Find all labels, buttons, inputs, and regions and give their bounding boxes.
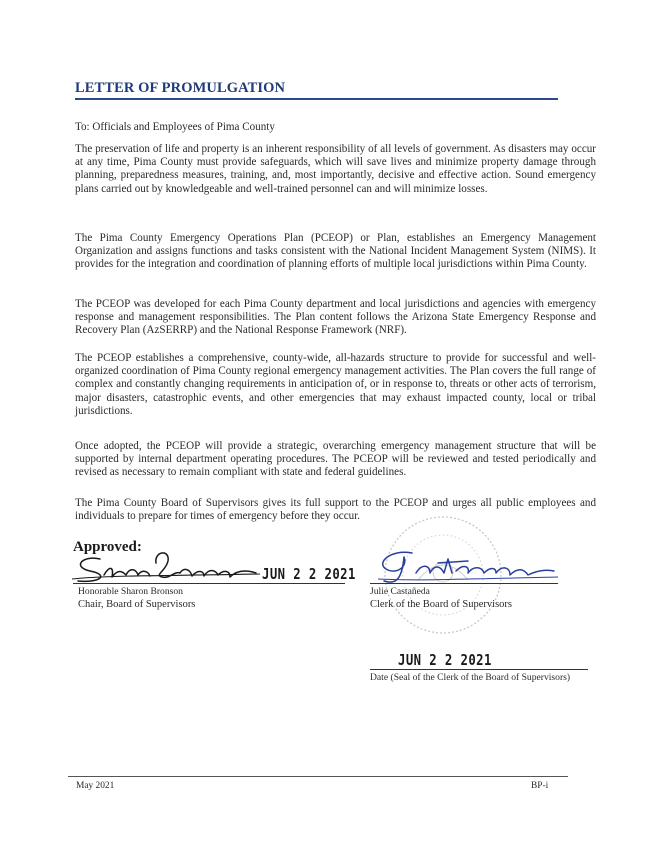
- approved-label: Approved:: [73, 539, 142, 555]
- signer-name-right: Julie Castañeda: [370, 586, 430, 597]
- signer-name-left: Honorable Sharon Bronson: [78, 586, 183, 597]
- seal-date-line: [370, 669, 588, 670]
- signature-line-left: [73, 583, 345, 584]
- signature-julie-castaneda: [372, 545, 562, 587]
- title-underline: [75, 98, 558, 100]
- footer-date: May 2021: [76, 781, 115, 791]
- footer-divider: [68, 776, 568, 777]
- paragraph-6: The Pima County Board of Supervisors gives its full support to the PCEOP and urges all public employees and individuals to prepare for times of emergency before they occur.: [75, 497, 596, 523]
- paragraph-4: The PCEOP establishes a comprehensive, county-wide, all-hazards structure to provide for successful and well-organized coordination of Pima County regional emergency management activities. The Plan covers the full range of complex and constantly changing requirements in anticipation of, or in response to, threats or other acts of terrorism, major disasters, catastrophic events, and other emergencies that may exhaust impacted county, local or tribal jurisdictions.: [75, 352, 596, 417]
- signer-title-right: Clerk of the Board of Supervisors: [370, 599, 513, 610]
- signature-sharon-bronson: [70, 545, 270, 587]
- paragraph-1: The preservation of life and property is an inherent responsibility of all levels of government. As disasters may occur at any time, Pima County must provide safeguards, which will save lives and minimize property damage through planning, preparedness measures, training, and, most importantly, decisive and effective action. Sound emergency plans carried out by knowledgeable and well-trained personnel can and will minimize losses.: [75, 143, 596, 195]
- paragraph-5: Once adopted, the PCEOP will provide a strategic, overarching emergency management structure that will be supported by internal department operating procedures. The PCEOP will be reviewed and tested periodically and revised as necessary to remain compliant with state and federal guidelines.: [75, 440, 596, 479]
- paragraph-2: The Pima County Emergency Operations Plan (PCEOP) or Plan, establishes an Emergency Management Organization and assigns functions and tasks consistent with the National Incident Management System (NIMS). It provides for the integration and coordination of planning efforts of multiple local jurisdictions within Pima County.: [75, 232, 596, 271]
- seal-date-stamp: JUN 2 2 2021: [398, 651, 492, 669]
- signature-line-right: [370, 583, 558, 584]
- page-title: LETTER OF PROMULGATION: [75, 80, 286, 96]
- signer-title-left: Chair, Board of Supervisors: [78, 599, 196, 610]
- salutation: To: Officials and Employees of Pima County: [75, 121, 275, 133]
- received-date-stamp: JUN 2 2 2021: [262, 565, 356, 583]
- seal-date-caption: Date (Seal of the Clerk of the Board of Supervisors): [370, 672, 571, 683]
- page-number: BP-i: [531, 781, 549, 791]
- paragraph-3: The PCEOP was developed for each Pima County department and local jurisdictions and agencies with emergency response and management responsibilities. The Plan content follows the Arizona State Emergency Response and Recovery Plan (AzSERRP) and the National Response Framework (NRF).: [75, 298, 596, 337]
